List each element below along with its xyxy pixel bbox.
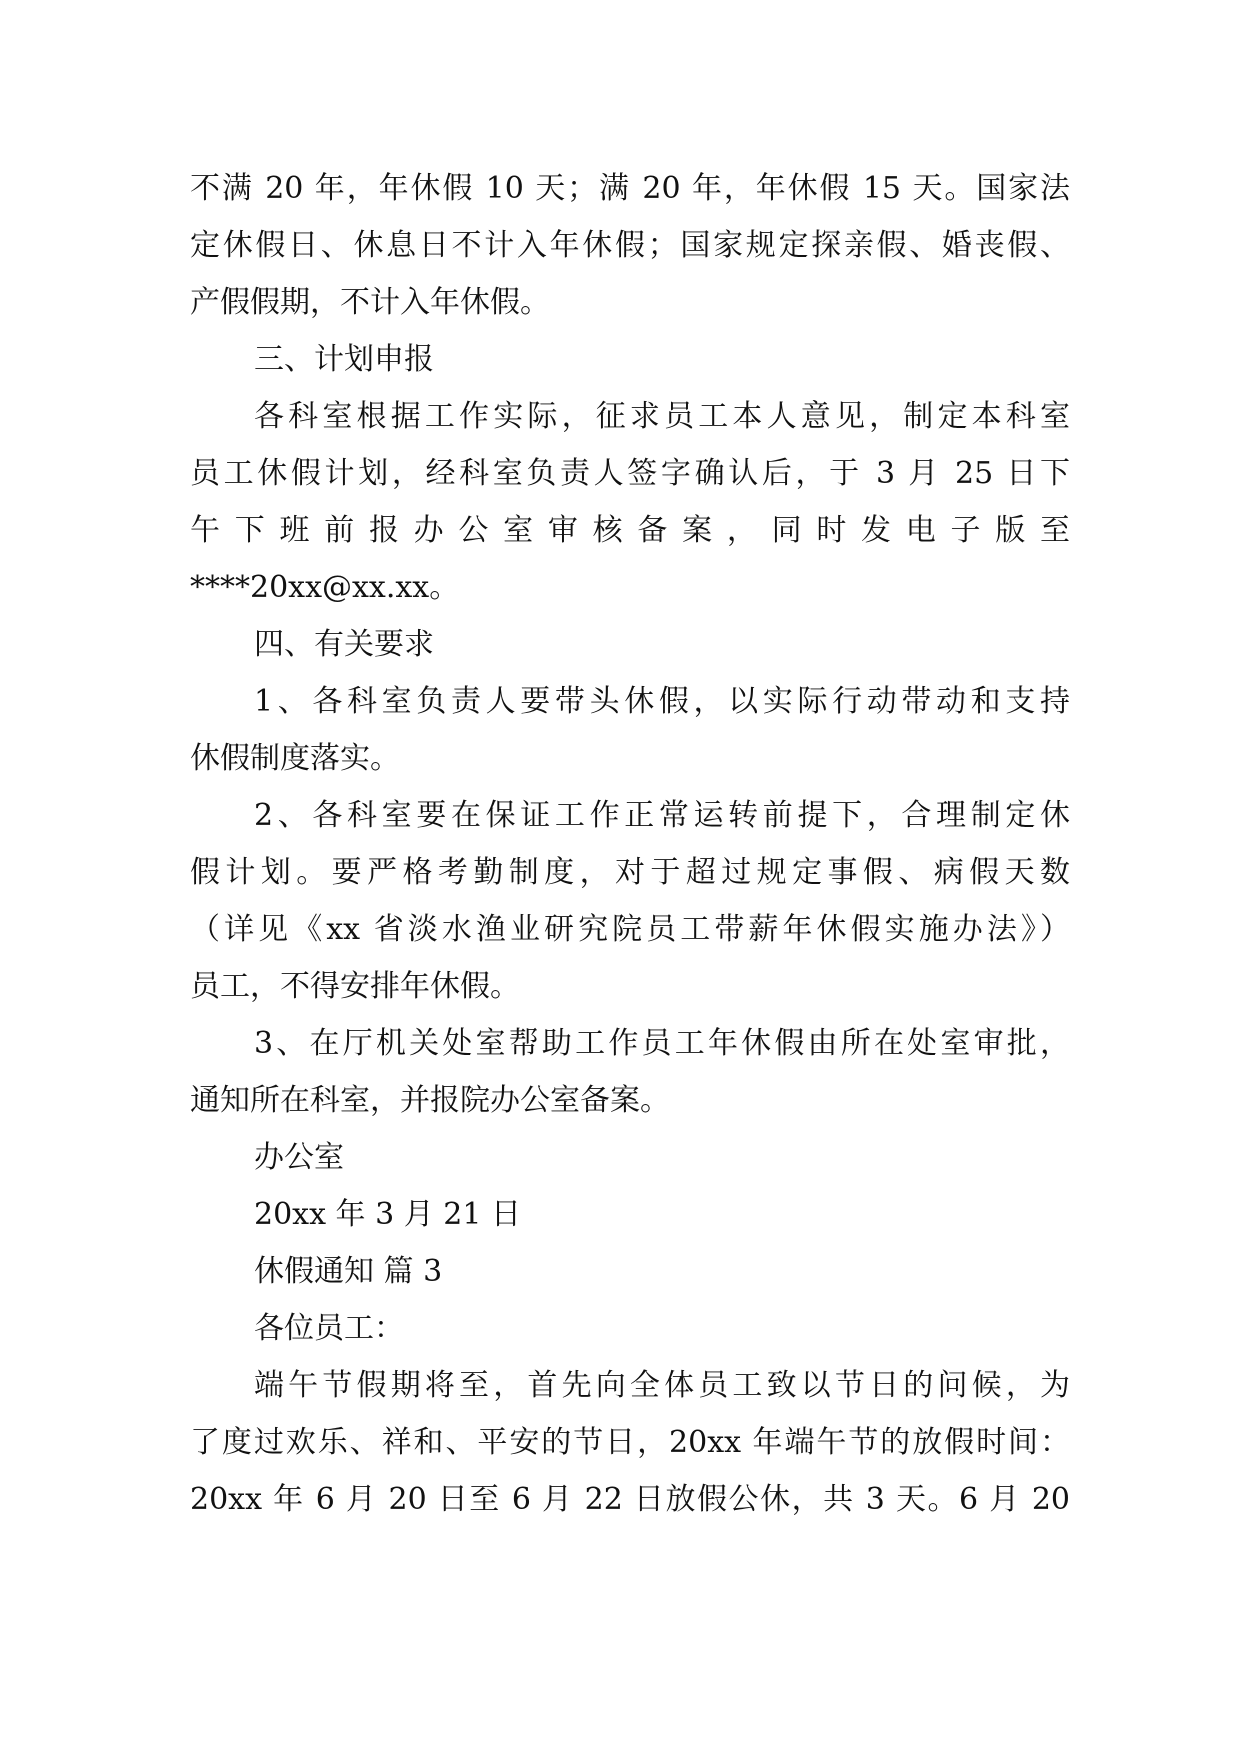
paragraph-line: 产假假期，不计入年休假。: [190, 285, 550, 320]
paragraph-line: 3、在厅机关处室帮助工作员工年休假由所在处室审批，: [254, 1026, 1070, 1061]
paragraph-line: 端午节假期将至，首先向全体员工致以节日的问候，为: [254, 1368, 1070, 1403]
document-body: [190, 160, 1070, 1528]
paragraph-line: 不满 20 年，年休假 10 天；满 20 年，年休假 15 天。国家法: [190, 171, 1070, 206]
paragraph-line: 午 下 班 前 报 办 公 室 审 核 备 案 ， 同 时 发 电 子 版 至: [190, 513, 1070, 548]
paragraph-line: 定休假日、休息日不计入年休假；国家规定探亲假、婚丧假、: [190, 228, 1070, 263]
paragraph-line: 20xx 年 6 月 20 日至 6 月 22 日放假公休，共 3 天。6 月 20: [190, 1482, 1070, 1517]
section-heading: 四、有关要求: [254, 627, 434, 662]
paragraph-line: 1、各科室负责人要带头休假，以实际行动带动和支持: [254, 684, 1070, 719]
paragraph-line: 通知所在科室，并报院办公室备案。: [190, 1083, 670, 1118]
paragraph-line: 假计划。要严格考勤制度，对于超过规定事假、病假天数: [190, 855, 1070, 890]
paragraph-line: 2、各科室要在保证工作正常运转前提下，合理制定休: [254, 798, 1070, 833]
paragraph-line: （详见《xx 省淡水渔业研究院员工带薪年休假实施办法》）: [190, 912, 1070, 947]
section-heading: 三、计划申报: [254, 342, 434, 377]
paragraph-line: 各科室根据工作实际，征求员工本人意见，制定本科室: [254, 399, 1070, 434]
salutation: 各位员工：: [254, 1311, 404, 1346]
notice-title: 休假通知 篇 3: [254, 1254, 443, 1289]
signature-date: 20xx 年 3 月 21 日: [254, 1197, 521, 1232]
signature-office: 办公室: [254, 1140, 344, 1175]
paragraph-line: 了度过欢乐、祥和、平安的节日，20xx 年端午节的放假时间：: [190, 1425, 1070, 1460]
paragraph-line: 员工，不得安排年休假。: [190, 969, 520, 1004]
email-line: ****20xx@xx.xx。: [190, 570, 460, 605]
paragraph-line: 员工休假计划，经科室负责人签字确认后，于 3 月 25 日下: [190, 456, 1070, 491]
paragraph-line: 休假制度落实。: [190, 741, 400, 776]
